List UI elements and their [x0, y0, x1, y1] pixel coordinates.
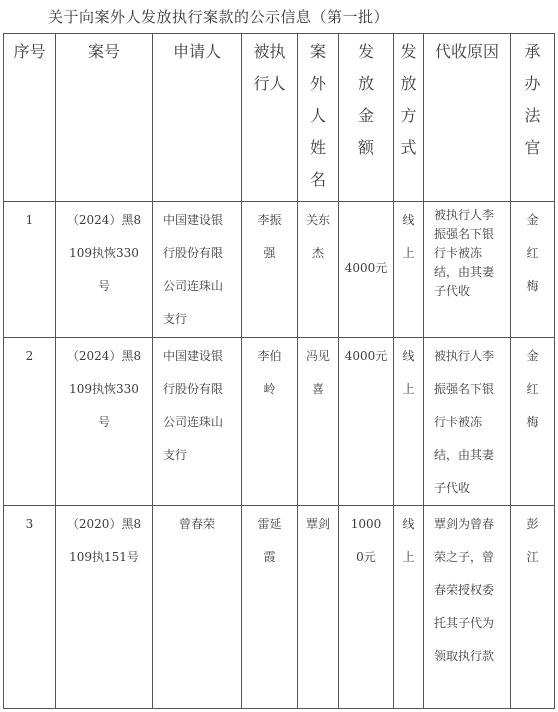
header-case-no: 案号 [56, 34, 153, 202]
cell-executed: 李振强 [242, 202, 298, 338]
cell-applicant: 中国建设银行股份有限公司连珠山支行 [153, 338, 242, 506]
cell-amount: 4000元 [339, 202, 394, 338]
header-reason: 代收原因 [424, 34, 511, 202]
cell-judge: 彭江 [511, 506, 555, 709]
cell-index: 1 [4, 202, 56, 338]
cell-outsider: 关东杰 [298, 202, 339, 338]
cell-case-no: （2020）黑8109执151号 [56, 506, 153, 709]
cell-method: 线上 [394, 506, 424, 709]
header-outsider: 案外人姓名 [298, 34, 339, 202]
cell-executed: 雷延霞 [242, 506, 298, 709]
header-executed: 被执行人 [242, 34, 298, 202]
cell-reason: 被执行人李振强名下银行卡被冻结，由其妻子代收 [424, 202, 511, 338]
header-amount: 发放金额 [339, 34, 394, 202]
cell-reason: 被执行人李振强名下银行卡被冻结，由其妻子代收 [424, 338, 511, 506]
cell-index: 3 [4, 506, 56, 709]
cell-case-no: （2024）黑8109执恢330号 [56, 338, 153, 506]
cell-amount: 4000元 [339, 338, 394, 506]
header-index: 序号 [4, 34, 56, 202]
cell-method: 线上 [394, 202, 424, 338]
table-row [4, 338, 555, 506]
cell-applicant: 曾春荣 [153, 506, 242, 709]
cell-reason: 覃剑为曾春荣之子，曾春荣授权委托其子代为领取执行款 [424, 506, 511, 709]
cell-executed: 李伯岭 [242, 338, 298, 506]
cell-index: 2 [4, 338, 56, 506]
table-header-row [4, 34, 555, 202]
cell-outsider: 覃剑 [298, 506, 339, 709]
cell-judge: 金红梅 [511, 202, 555, 338]
header-applicant: 申请人 [153, 34, 242, 202]
disbursement-table [3, 33, 555, 709]
cell-judge: 金红梅 [511, 338, 555, 506]
table-row [4, 506, 555, 709]
cell-case-no: （2024）黑8109执恢330号 [56, 202, 153, 338]
table-row [4, 202, 555, 338]
cell-amount: 10000元 [339, 506, 394, 709]
cell-outsider: 冯见喜 [298, 338, 339, 506]
document-title: 关于向案外人发放执行案款的公示信息（第一批） [48, 8, 390, 26]
cell-applicant: 中国建设银行股份有限公司连珠山支行 [153, 202, 242, 338]
cell-method: 线上 [394, 338, 424, 506]
header-judge: 承办法官 [511, 34, 555, 202]
header-method: 发放方式 [394, 34, 424, 202]
